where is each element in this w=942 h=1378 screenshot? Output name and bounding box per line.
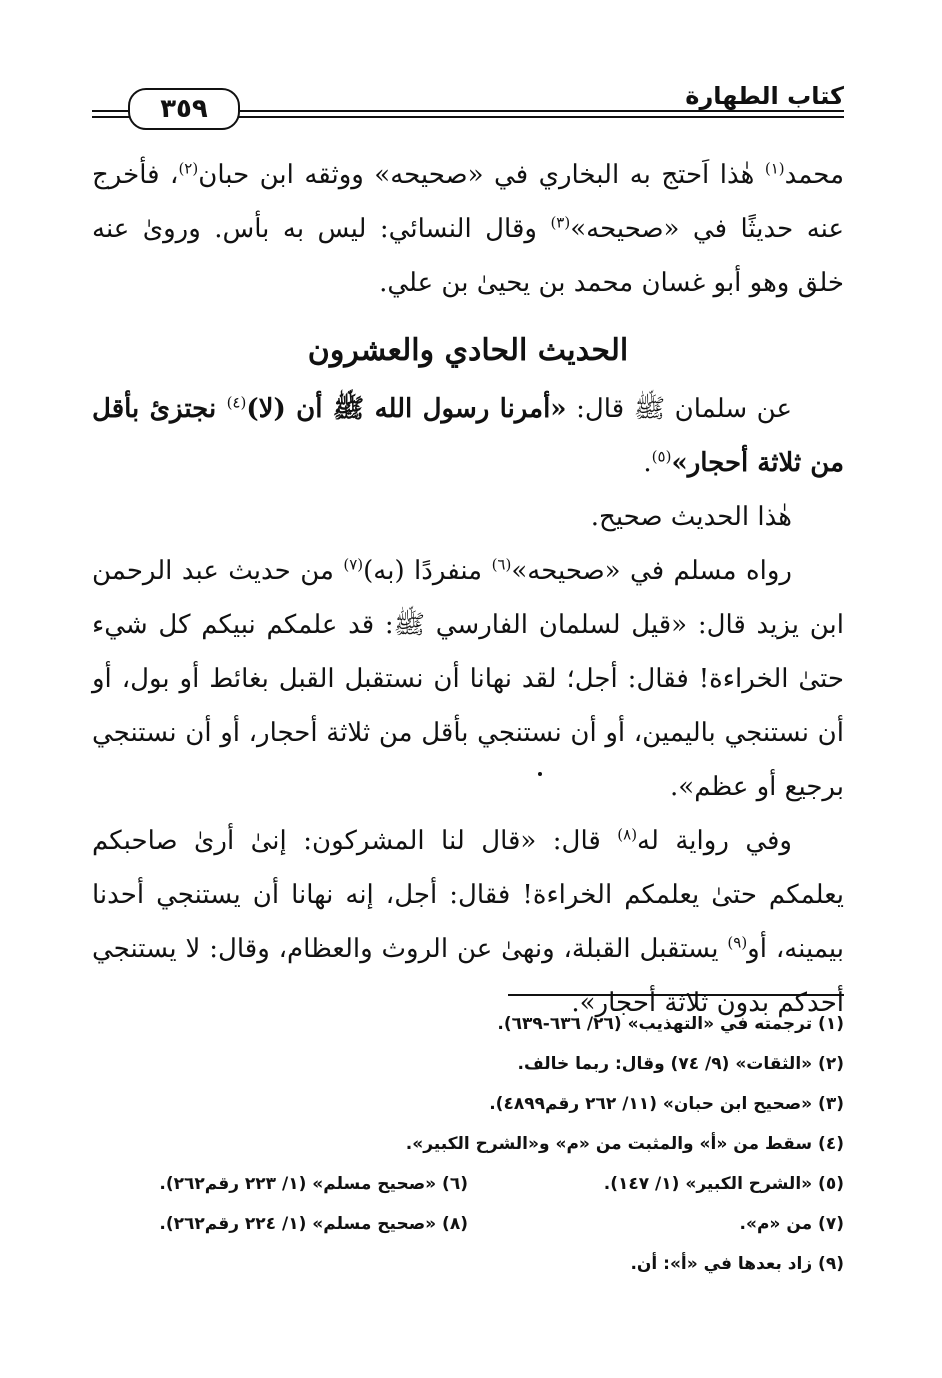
footnote: (١) ترجمته في «التهذيب» (٢٦/ ٦٣٦-٦٣٩). bbox=[497, 1014, 844, 1034]
paragraph-variant bbox=[92, 814, 844, 1030]
footnote-row bbox=[92, 1204, 844, 1244]
hadith-text: «أمرنا رسول الله ﷺ أن (لا) bbox=[246, 394, 567, 424]
running-header bbox=[92, 80, 844, 124]
footnote: (٦) «صحيح مسلم» (١/ ٢٢٣ رقم٢٦٢). bbox=[159, 1174, 468, 1194]
chapter-title: كتاب الطهارة bbox=[679, 82, 844, 110]
footnote: (٣) «صحيح ابن حبان» (١١/ ٢٦٢ رقم٤٨٩٩). bbox=[489, 1094, 844, 1114]
footnote-ref: (٥) bbox=[651, 447, 672, 466]
text-run: محمد bbox=[784, 160, 844, 190]
footnote-ref: (٩) bbox=[727, 933, 748, 952]
text-run: يستقبل القبلة، ونهىٰ عن الروث والعظام، وقال: لا يستنجي أحدكم بدون ثلاثة أحجار». bbox=[92, 934, 844, 1018]
text-run: قال: «قال لنا المشركون: إنىٰ أرىٰ صاحبكم يعلمكم حتىٰ يعلمكم الخراءة! فقال: أجل، إنه نهانا أن يستنجي أحدنا بيمينه، أو bbox=[92, 826, 844, 964]
footnote-ref: (١) bbox=[764, 159, 785, 178]
footnote: (٢) «الثقات» (٩/ ٧٤) وقال: ربما خالف. bbox=[517, 1054, 844, 1074]
footnote-ref: (٧) bbox=[343, 555, 364, 574]
text-run: منفردًا (به) bbox=[363, 556, 492, 586]
hadith-heading: الحديث الحادي والعشرون bbox=[307, 333, 629, 368]
footnote: (٥) «الشرح الكبير» (١/ ١٤٧). bbox=[603, 1174, 844, 1194]
text-run: وقال النسائي: ليس به بأس. وروىٰ عنه خلق وهو أبو غسان محمد بن يحيىٰ بن علي. bbox=[92, 214, 844, 298]
paragraph-hadith bbox=[92, 382, 844, 490]
footnote-ref: (٦) bbox=[491, 555, 512, 574]
text-run: عن سلمان ﷺ قال: bbox=[566, 394, 792, 424]
paragraph-narrator-note bbox=[92, 148, 844, 310]
footnote-row bbox=[92, 1164, 844, 1204]
text-run: . bbox=[643, 448, 652, 478]
footnote-ref: (٢) bbox=[178, 159, 199, 178]
paragraph-narration bbox=[92, 544, 844, 814]
footnote-separator bbox=[508, 994, 844, 996]
footnote: (٤) سقط من «أ» والمثبت من «م» و«الشرح الكبير». bbox=[405, 1134, 844, 1154]
footnote: (٨) «صحيح مسلم» (١/ ٢٢٤ رقم٢٦٢). bbox=[159, 1214, 468, 1234]
footnote-ref: (٤) bbox=[226, 393, 247, 412]
footnote-ref: (٨) bbox=[617, 825, 638, 844]
stray-mark bbox=[538, 772, 542, 776]
paragraph-grading: هٰذا الحديث صحيح. bbox=[590, 502, 792, 532]
text-run: وفي رواية له bbox=[637, 826, 792, 856]
text-run: هٰذا اَحتج به البخاري في «صحيحه» ووثقه ابن حبان bbox=[198, 160, 765, 190]
text-run: ، فأخرج عنه حديثًا في «صحيحه» bbox=[92, 160, 844, 244]
text-run: رواه مسلم في «صحيحه» bbox=[511, 556, 792, 586]
footnote: (٧) من «م». bbox=[739, 1214, 844, 1234]
main-text bbox=[92, 148, 844, 1030]
footnote-ref: (٣) bbox=[550, 213, 571, 232]
footnote: (٩) زاد بعدها في «أ»: أن. bbox=[630, 1254, 844, 1274]
footnotes bbox=[92, 1004, 844, 1284]
text-run: من حديث عبد الرحمن ابن يزيد قال: «قيل لسلمان الفارسي ﷺ: قد علمكم نبيكم كل شيء حتىٰ الخراءة! فقال: أجل؛ لقد نهانا أن نستقبل القبل بغائط أو بول، أو أن نستنجي باليمين، أو أن نستنجي بأقل من ثلاثة أحجار، أو أن نستنجي برجيع أو عظم». bbox=[92, 556, 844, 802]
page-number: ٣٥٩ bbox=[128, 88, 240, 130]
hadith-text: نجتزئ بأقل من ثلاثة أحجار» bbox=[92, 394, 844, 478]
